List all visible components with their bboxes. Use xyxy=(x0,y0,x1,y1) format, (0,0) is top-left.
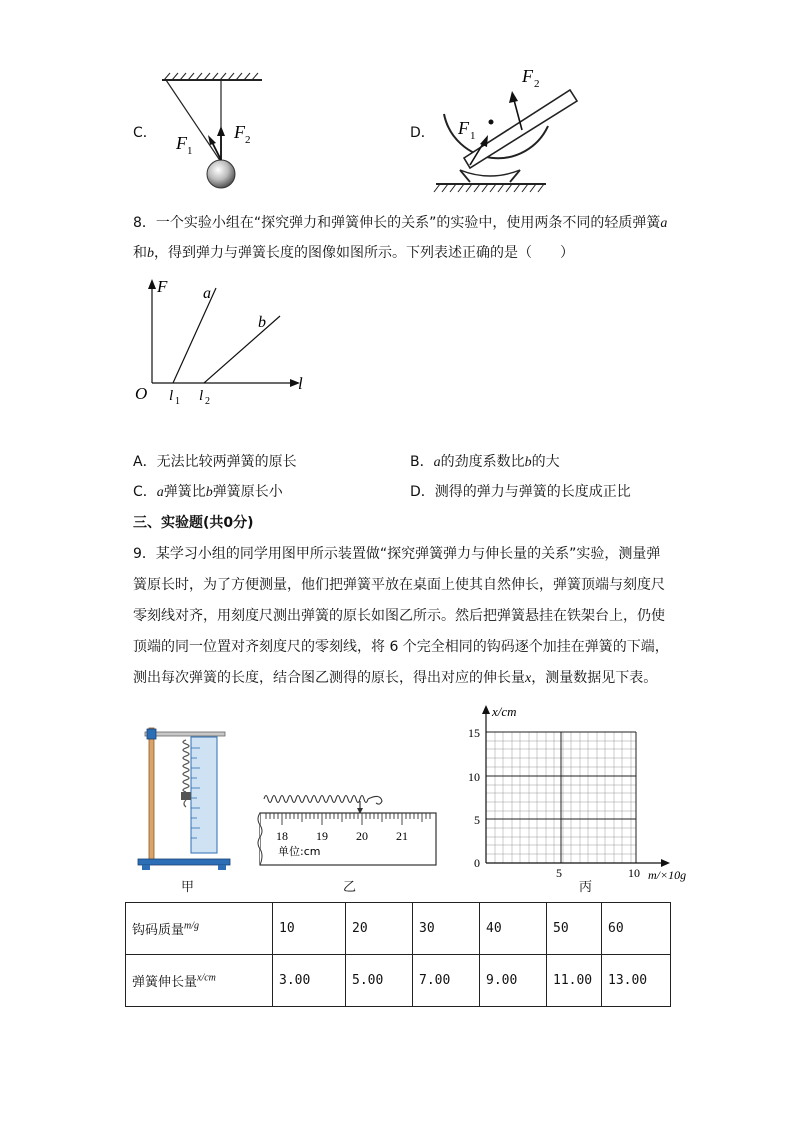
center-dot xyxy=(489,120,494,125)
ruler-tick-19: 19 xyxy=(316,829,328,843)
line-b-label: b xyxy=(258,314,266,331)
ruler-tick-21: 21 xyxy=(396,829,408,843)
q7-option-d-label[interactable]: D． xyxy=(410,125,435,141)
y-tick-15: 15 xyxy=(468,726,480,740)
table-cell: 3.00 xyxy=(273,955,346,1007)
q7-option-c-label[interactable]: C． xyxy=(133,125,157,141)
hook xyxy=(184,800,186,807)
q7-option-c-diagram xyxy=(150,72,280,192)
q9-line3: 零刻线对齐，用刻度尺测出弹簧的原长如图乙所示。然后把弹簧悬挂在铁架台上，仍使 xyxy=(133,608,665,624)
horizontal-spring xyxy=(264,796,382,805)
table-cell: 20 xyxy=(346,903,413,955)
ruler-tick-18: 18 xyxy=(276,829,288,843)
d-force2-sub: 2 xyxy=(534,78,540,90)
q8-force-length-graph xyxy=(130,276,320,406)
y-axis-label: F xyxy=(157,277,168,296)
origin-label: O xyxy=(135,384,148,403)
q8-option-a[interactable]: A．无法比较两弹簧的原长 xyxy=(133,454,297,470)
q9-line5-var: x xyxy=(525,671,532,686)
row1-label: 钩码质量 xyxy=(132,923,185,938)
q8-option-b[interactable] xyxy=(410,452,560,473)
fig-yi-caption: 乙 xyxy=(343,880,357,895)
row1-unit: m/g xyxy=(184,920,200,932)
ceiling-hatch xyxy=(164,73,258,80)
line-a xyxy=(173,288,216,383)
table-cell: 60 xyxy=(602,903,671,955)
fig-jia-caption: 甲 xyxy=(181,880,195,895)
y-axis-arrow xyxy=(148,279,156,289)
y-tick-10: 10 xyxy=(468,770,480,784)
section3-heading: 三、实验题(共0分) xyxy=(133,515,254,531)
q9-line5-post: ，测量数据见下表。 xyxy=(531,670,658,686)
stand-base xyxy=(138,859,230,865)
base-foot-left xyxy=(142,865,150,870)
table-cell: 11.00 xyxy=(547,955,602,1007)
q8-option-c-pre: C． xyxy=(133,484,157,500)
weight xyxy=(181,792,191,800)
row2-unit: x/cm xyxy=(197,972,216,984)
x-tick-5: 5 xyxy=(556,866,562,880)
line-a-label: a xyxy=(203,285,211,302)
rod xyxy=(464,90,577,168)
table-cell: 5.00 xyxy=(346,955,413,1007)
q8-option-c-post: 弹簧原长小 xyxy=(212,484,283,500)
q8-stem-line2 xyxy=(133,243,574,264)
table-cell: 50 xyxy=(547,903,602,955)
table-cell: 7.00 xyxy=(413,955,480,1007)
x-axis-label: m/×10g xyxy=(648,868,687,882)
figure-jia-iron-stand xyxy=(134,720,234,875)
table-cell: 10 xyxy=(273,903,346,955)
q8-stem-text1: 8．一个实验小组在“探究弹力和弹簧伸长的关系”的实验中，使用两条不同的轻质弹簧 xyxy=(133,215,661,231)
q9-line2: 簧原长时，为了方便测量，他们把弹簧平放在桌面上使其自然伸长，弹簧顶端与刻度尺 xyxy=(133,577,665,593)
q8-var-b: b xyxy=(147,246,154,261)
q8-option-b-pre: B． xyxy=(410,454,434,470)
q8-stem-text2-post: ，得到弹力与弹簧长度的图像如图所示。下列表述正确的是（ ） xyxy=(154,245,574,261)
q8-option-b-var1: a xyxy=(433,455,441,470)
l1-label: l xyxy=(169,388,174,404)
line-b xyxy=(204,316,280,383)
ball xyxy=(207,160,235,188)
ground-hatch xyxy=(434,184,544,192)
q9-line1: 9．某学习小组的同学用图甲所示装置做“探究弹簧弹力与伸长量的关系”实验，测量弹 xyxy=(133,546,661,562)
spring xyxy=(183,740,189,792)
y-tick-0: 0 xyxy=(474,856,480,870)
q9-data-table xyxy=(125,902,671,1007)
q8-option-c-mid: 弹簧比 xyxy=(163,484,206,500)
row2-label: 弹簧伸长量 xyxy=(132,975,198,990)
ruler-tick-20: 20 xyxy=(356,829,368,843)
clamp xyxy=(147,729,156,739)
figure-yi-ruler xyxy=(256,783,441,873)
c-force2-label: F xyxy=(234,122,245,142)
table-cell: 40 xyxy=(480,903,547,955)
force-f2-arrowhead xyxy=(509,91,518,103)
y-tick-5: 5 xyxy=(474,813,480,827)
ruler-unit: 单位:cm xyxy=(278,845,321,858)
base-foot-right xyxy=(218,865,226,870)
q8-option-c-var2: b xyxy=(205,485,213,500)
force-f2-arrowhead xyxy=(217,126,225,136)
table-row-label xyxy=(126,903,273,955)
q8-option-d[interactable]: D．测得的弹力与弹簧的长度成正比 xyxy=(410,484,631,500)
q7-option-d-diagram xyxy=(430,64,600,199)
ruler xyxy=(191,737,217,853)
stand-pole xyxy=(149,728,154,860)
q9-line5 xyxy=(133,668,657,689)
l2-sub: 2 xyxy=(205,396,210,406)
q9-line5-pre: 测出每次弹簧的长度，结合图乙测得的原长，得出对应的伸长量 xyxy=(133,670,525,686)
q8-stem-text2-pre: 和 xyxy=(133,245,147,261)
q8-option-c[interactable] xyxy=(133,482,283,503)
q9-line4: 顶端的同一位置对齐刻度尺的零刻线，将 6 个完全相同的钩码逐个加挂在弹簧的下端， xyxy=(133,639,669,655)
table-row xyxy=(126,903,671,955)
fig-bing-caption: 丙 xyxy=(579,880,593,895)
stand-arm xyxy=(145,732,225,736)
d-force1-label: F xyxy=(458,118,469,138)
q8-var-a: a xyxy=(660,216,668,231)
q8-option-b-mid: 的劲度系数比 xyxy=(440,454,525,470)
d-force2-label: F xyxy=(522,66,533,86)
table-cell: 13.00 xyxy=(602,955,671,1007)
l1-sub: 1 xyxy=(175,396,180,406)
q8-option-c-var1: a xyxy=(156,485,164,500)
grid-major xyxy=(486,732,636,863)
q8-option-b-post: 的大 xyxy=(531,454,560,470)
table-row-label xyxy=(126,955,273,1007)
table-cell: 9.00 xyxy=(480,955,547,1007)
d-force1-sub: 1 xyxy=(470,130,476,142)
table-row xyxy=(126,955,671,1007)
table-cell: 30 xyxy=(413,903,480,955)
x-tick-10: 10 xyxy=(628,866,640,880)
q8-option-b-var2: b xyxy=(524,455,532,470)
x-axis-label: l xyxy=(298,374,303,393)
rope-slanted xyxy=(166,80,221,162)
l2-label: l xyxy=(199,388,204,404)
c-force1-sub: 1 xyxy=(187,145,193,157)
y-axis-label: x/cm xyxy=(492,704,517,719)
q8-stem-line1 xyxy=(133,213,667,234)
figure-bing-grid xyxy=(462,703,702,883)
c-force1-label: F xyxy=(176,133,187,153)
c-force2-sub: 2 xyxy=(245,134,251,146)
